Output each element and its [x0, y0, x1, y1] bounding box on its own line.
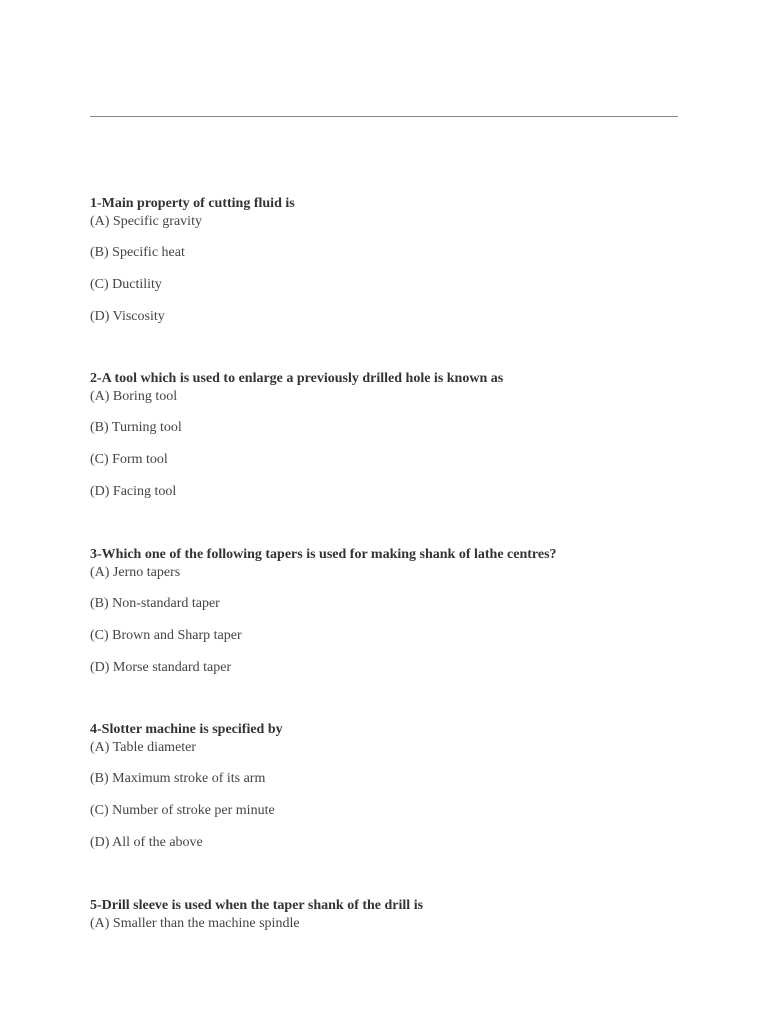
answer-option-b: (B) Turning tool — [90, 420, 182, 435]
answer-option-b: (B) Specific heat — [90, 245, 185, 260]
header-rule — [90, 116, 678, 117]
answer-option-b: (B) Maximum stroke of its arm — [90, 771, 266, 786]
answer-option-c: (C) Form tool — [90, 452, 168, 467]
answer-option-d: (D) Viscosity — [90, 309, 165, 324]
answer-option-b: (B) Non-standard taper — [90, 596, 220, 611]
answer-option-c: (C) Ductility — [90, 277, 162, 292]
answer-option-c: (C) Brown and Sharp taper — [90, 628, 242, 643]
question-title: 3-Which one of the following tapers is used for making shank of lathe centres? — [90, 547, 557, 562]
question-title: 1-Main property of cutting fluid is — [90, 196, 295, 211]
answer-option-d: (D) Facing tool — [90, 484, 177, 499]
answer-option-a: (A) Specific gravity — [90, 214, 202, 229]
answer-option-a: (A) Jerno tapers — [90, 565, 181, 580]
question-title: 2-A tool which is used to enlarge a previously drilled hole is known as — [90, 371, 504, 386]
answer-option-a: (A) Boring tool — [90, 389, 178, 404]
answer-option-a: (A) Table diameter — [90, 740, 197, 755]
question-title: 4-Slotter machine is specified by — [90, 722, 283, 737]
answer-option-a: (A) Smaller than the machine spindle — [90, 916, 300, 931]
answer-option-d: (D) All of the above — [90, 835, 203, 850]
question-title: 5-Drill sleeve is used when the taper shank of the drill is — [90, 898, 424, 913]
answer-option-c: (C) Number of stroke per minute — [90, 803, 275, 818]
answer-option-d: (D) Morse standard taper — [90, 660, 232, 675]
